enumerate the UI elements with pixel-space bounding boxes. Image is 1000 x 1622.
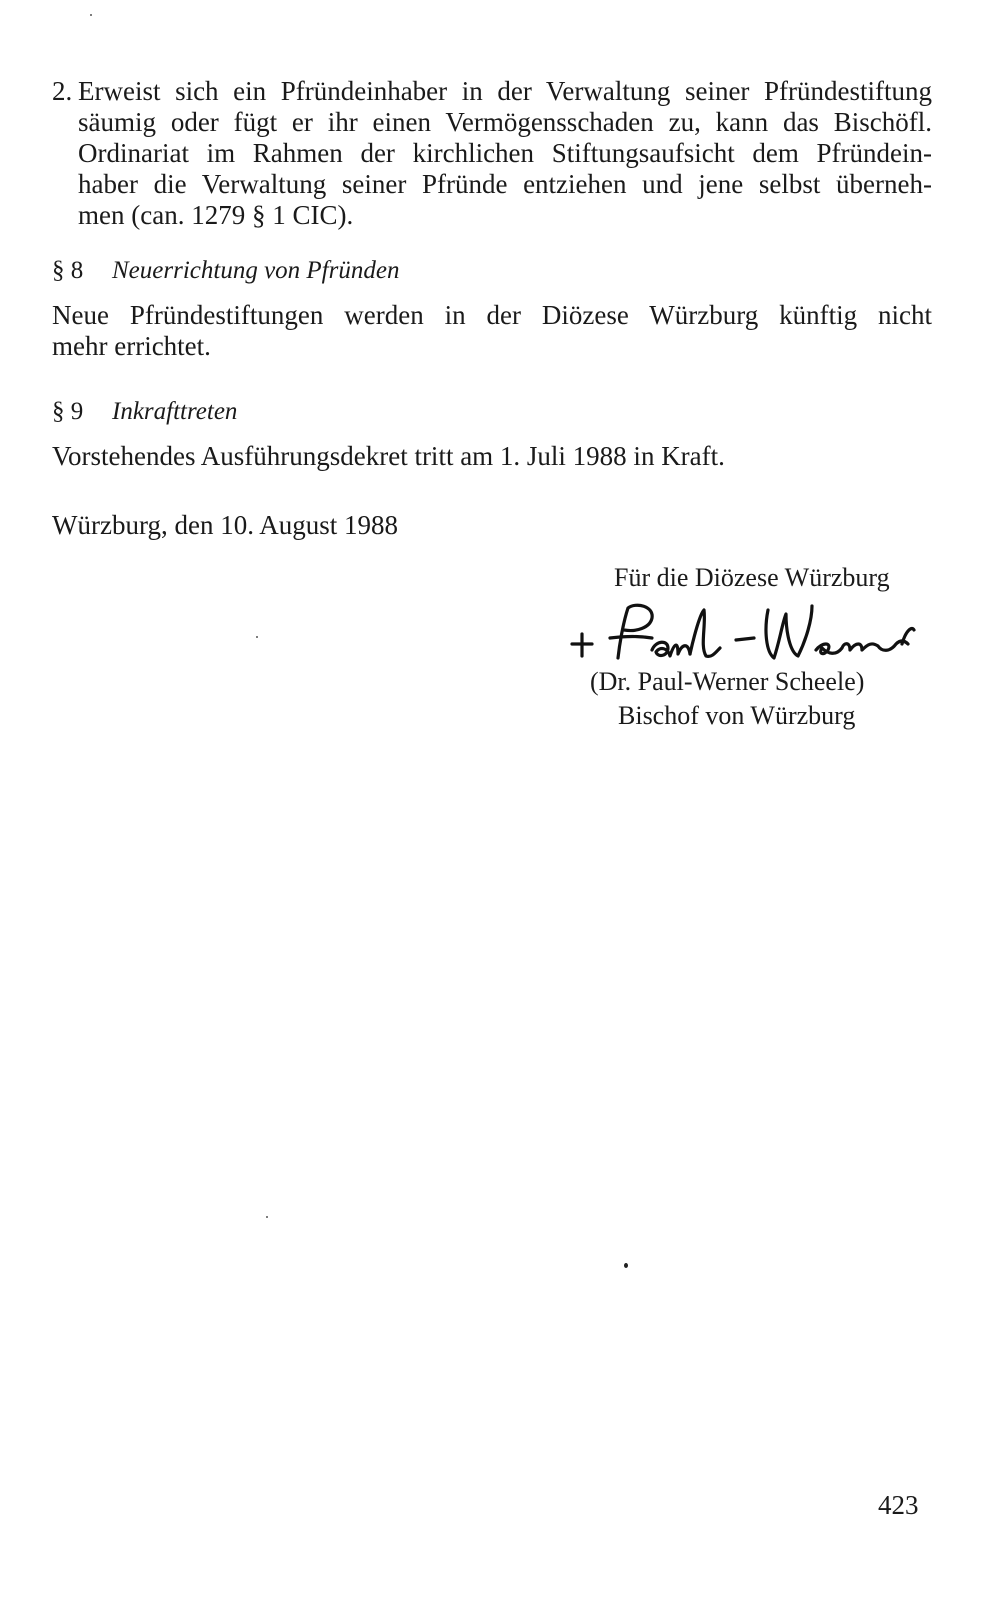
section-8-body [52, 300, 932, 362]
section-9-body [52, 441, 932, 472]
item-2-number: 2. [52, 76, 73, 106]
item-2-line-5: men (can. 1279 § 1 CIC). [78, 200, 354, 230]
handwritten-signature [566, 600, 916, 672]
signature-text: + Paul-Werner [566, 670, 572, 671]
section-9-body-text: Vorstehendes Ausführungsdekret tritt am 1. Juli 1988 in Kraft. [52, 441, 725, 471]
section-8-heading [52, 256, 399, 286]
scan-speck [266, 1216, 268, 1218]
item-2-line-1 [52, 76, 932, 107]
section-9-title: Inkrafttreten [112, 398, 238, 425]
signature-for-line: Für die Diözese Würzburg [614, 563, 890, 592]
section-8-body-line-1: Neue Pfründestiftungen werden in der Diözese Würzburg künftig nicht [52, 300, 932, 330]
item-2-line-3: Ordinariat im Rahmen der kirchlichen Stiftungsaufsicht dem Pfründein- [78, 138, 932, 168]
paragraph-item-2 [52, 76, 932, 231]
section-9-heading [52, 397, 237, 427]
signatory-name: (Dr. Paul-Werner Scheele) [590, 667, 865, 696]
section-8-title: Neuerrichtung von Pfründen [112, 257, 400, 284]
item-2-line-1-text: Erweist sich ein Pfründeinhaber in der Verwaltung seiner Pfründestiftung [78, 76, 932, 106]
place-date-text: Würzburg, den 10. August 1988 [52, 510, 398, 540]
section-8-number: § 8 [52, 257, 84, 284]
scan-speck [90, 14, 92, 16]
section-8-body-line-2: mehr errichtet. [52, 331, 211, 361]
scan-speck [256, 636, 258, 638]
scan-speck [624, 1263, 628, 1268]
section-9-number: § 9 [52, 398, 84, 425]
signatory-role: Bischof von Würzburg [618, 701, 856, 730]
place-date [52, 510, 932, 541]
page-number: 423 [878, 1490, 919, 1520]
item-2-line-4: haber die Verwaltung seiner Pfründe entziehen und jene selbst überneh- [78, 169, 932, 199]
item-2-line-2: säumig oder fügt er ihr einen Vermögensschaden zu, kann das Bischöfl. [78, 107, 932, 137]
